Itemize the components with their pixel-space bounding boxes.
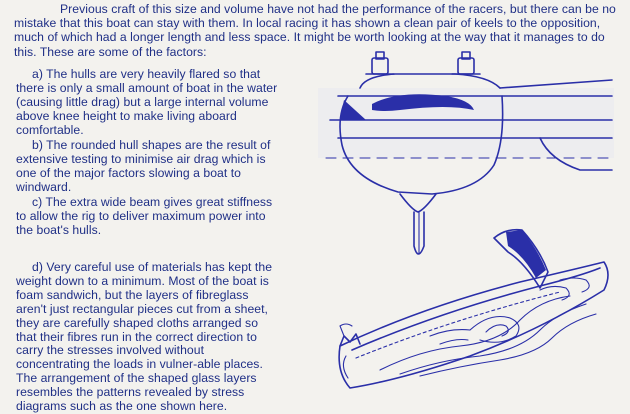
factor-b-paragraph: b) The rounded hull shapes are the result of extensive testing to minimise air drag which is one of the major factors slowing a boat to windward.: [16, 138, 271, 194]
factor-a-paragraph: a) The hulls are very heavily flared so that there is only a small amount of boat in the water (causing little drag) but a large internal volume above knee height to make living aboard comfortable.: [16, 67, 278, 137]
deck-winch-right: [452, 52, 480, 74]
factor-d-paragraph: d) Very careful use of materials has kept the weight down to a minimum. Most of the boat is foam sandwich, but the layers of fibreglass aren't just rectangular pieces cut from a sheet, they are carefully shaped cloths arranged so that their fibres run in the correct direction to carry the stresses involved without concentrating the loads in vulner-able places. The arrangement of the shaped glass layers resembles the patterns revealed by stress diagrams such as the one shown here.: [16, 260, 273, 414]
factor-c-paragraph: c) The extra wide beam gives great stiffness to allow the rig to deliver maximum power into the boat's hulls.: [16, 195, 273, 237]
stress-diagram-drawing: [339, 230, 608, 388]
intro-paragraph: Previous craft of this size and volume have not had the performance of the racers, but there can be no mistake that this boat can stay with them. In local racing it has shown a clean pair of keels to the opposition, much of which had a longer length and less space. It might be worth looking at the way that it manages to do this. These are some of the factors:: [14, 2, 616, 59]
deck-winch-left: [366, 52, 394, 74]
hull-section-drawing: [318, 52, 614, 254]
